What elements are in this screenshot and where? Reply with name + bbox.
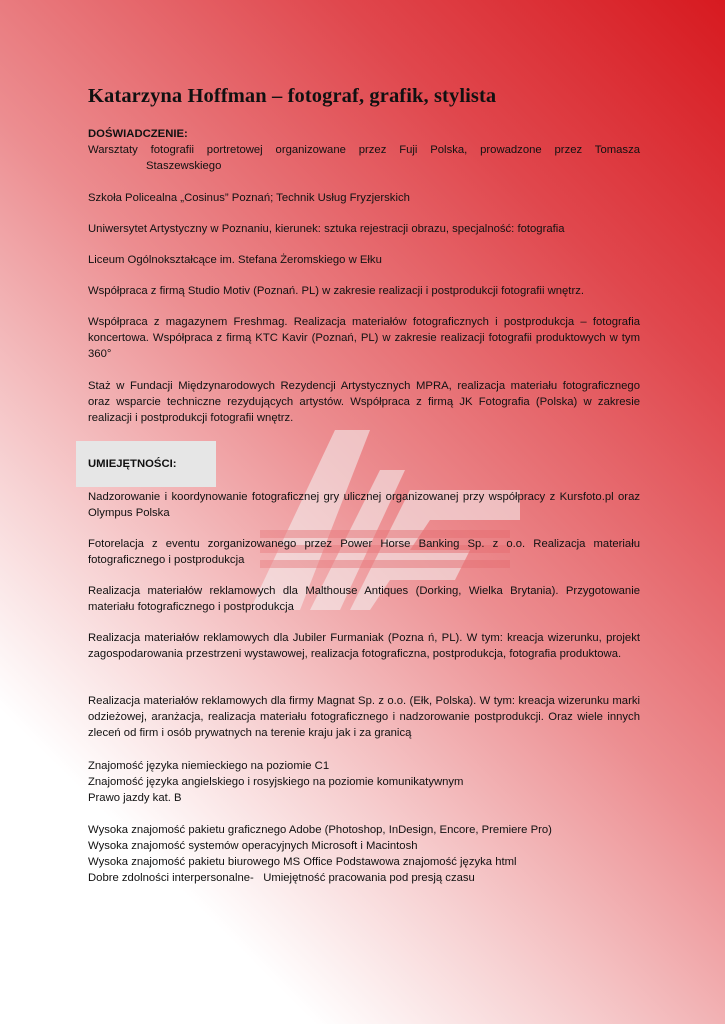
experience-item: Staż w Fundacji Międzynarodowych Rezydencji Artystycznych MPRA, realizacja materiału fotograficznego oraz wsparcie techniczne rezydujących artystów. Współpraca z firmą JK Fotografia (Polska) w zakresie realizacji i postprodukcji fotografii wnętrz. bbox=[88, 380, 640, 424]
skills-item: Realizacja materiałów reklamowych dla Jubiler Furmaniak (Pozna ń, PL). W tym: kreacja wizerunku, projekt zagospodarowania przestrzeni wystawowej, realizacja fotograficzna, postprodukcja, fotografia produktowa. bbox=[88, 632, 640, 660]
software-item: Wysoka znajomość pakietu biurowego MS Office Podstawowa znajomość języka html bbox=[88, 856, 517, 868]
experience-item: Współpraca z firmą Studio Motiv (Poznań. PL) w zakresie realizacji i postprodukcji fotografii wnętrz. bbox=[88, 285, 584, 297]
language-item: Znajomość języka niemieckiego na poziomie C1 bbox=[88, 760, 330, 772]
language-item: Znajomość języka angielskiego i rosyjskiego na poziomie komunikatywnym bbox=[88, 776, 464, 788]
skills-item: Realizacja materiałów reklamowych dla firmy Magnat Sp. z o.o. (Ełk, Polska). W tym: kreacja wizerunku marki odzieżowej, aranżacja, realizacja materiału fotograficznego i nadzorowanie postprodukcji. Oraz wiele innych zleceń od firm i osób prywatnych na terenie kraju jak i za granicą bbox=[88, 695, 640, 739]
skills-item: Fotorelacja z eventu zorganizowanego przez Power Horse Banking Sp. z o.o. Realizacja materiału fotograficznego i postprodukcja bbox=[88, 538, 640, 566]
skills-item: Nadzorowanie i koordynowanie fotograficznej gry ulicznej organizowanej przy współpracy z Kursfoto.pl oraz Olympus Polska bbox=[88, 491, 640, 519]
software-item: Dobre zdolności interpersonalne- Umiejętność pracowania pod presją czasu bbox=[88, 872, 475, 884]
software-list bbox=[88, 822, 640, 886]
skills-heading: UMIEJĘTNOŚCI: bbox=[88, 458, 177, 470]
experience-item: Warsztaty fotografii portretowej organizowane przez Fuji Polska, prowadzone przez Tomasza Staszewskiego bbox=[88, 144, 640, 172]
experience-item: Uniwersytet Artystyczny w Poznaniu, kierunek: sztuka rejestracji obrazu, specjalność: fotografia bbox=[88, 223, 565, 235]
driving-license-item: Prawo jazdy kat. B bbox=[88, 792, 182, 804]
page-title: Katarzyna Hoffman – fotograf, grafik, stylista bbox=[88, 85, 497, 107]
software-item: Wysoka znajomość pakietu graficznego Adobe (Photoshop, InDesign, Encore, Premiere Pro) bbox=[88, 824, 552, 836]
experience-item: Liceum Ogólnokształcące im. Stefana Żeromskiego w Ełku bbox=[88, 254, 382, 266]
languages-list bbox=[88, 758, 640, 806]
software-item: Wysoka znajomość systemów operacyjnych Microsoft i Macintosh bbox=[88, 840, 418, 852]
experience-item: Szkoła Policealna „Cosinus” Poznań; Technik Usług Fryzjerskich bbox=[88, 192, 410, 204]
experience-item: Współpraca z magazynem Freshmag. Realizacja materiałów fotograficznych i postprodukcja – fotografia koncertowa. Współpraca z firmą KTC Kavir (Poznań, PL) w zakresie realizacji fotografii produktowych w tym 360° bbox=[88, 316, 640, 360]
skills-item: Realizacja materiałów reklamowych dla Malthouse Antiques (Dorking, Wielka Brytania). Przygotowanie materiału fotograficznego i postprodukcja bbox=[88, 585, 640, 613]
experience-heading: DOŚWIADCZENIE: bbox=[88, 128, 188, 140]
